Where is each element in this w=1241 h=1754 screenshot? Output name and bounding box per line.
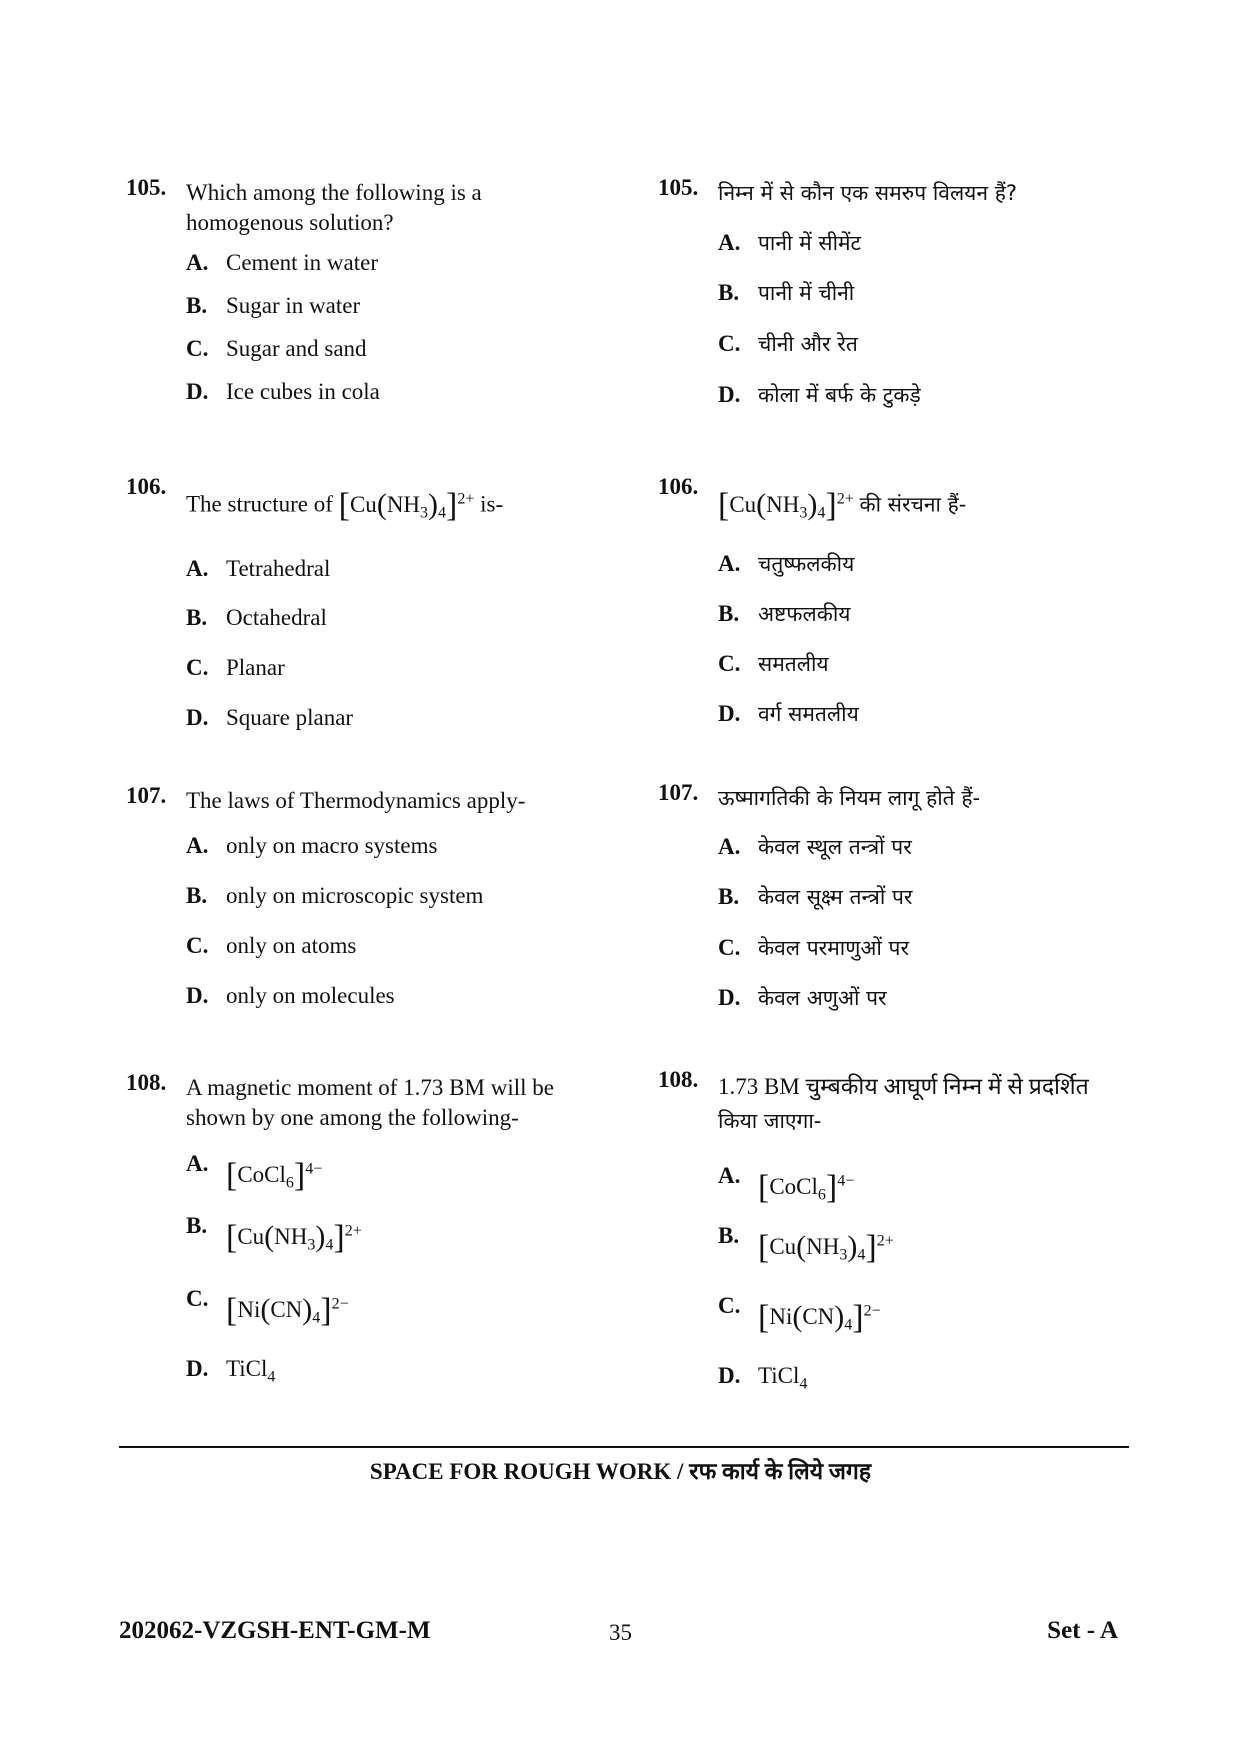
option-letter: B.	[718, 601, 740, 626]
question-text-line: homogenous solution?	[186, 210, 394, 235]
question-number: 105.	[126, 175, 167, 200]
option-d	[718, 984, 887, 1012]
option-letter: D.	[186, 705, 209, 730]
option-d	[186, 983, 395, 1009]
option-text: पानी में सीमेंट	[758, 231, 862, 255]
divider	[119, 1446, 1129, 1448]
question-text-prefix: The structure of	[186, 491, 333, 517]
option-text: Cement in water	[226, 250, 379, 275]
question-number: 108.	[126, 1070, 167, 1095]
option-a	[718, 229, 861, 257]
question-text	[718, 1070, 1089, 1138]
option-d	[718, 700, 859, 728]
formula-nicn4: $[Ni(CN)_4]^{2-}$	[226, 1292, 349, 1329]
option-a	[186, 833, 437, 859]
option-text: अष्टफलकीय	[758, 602, 851, 626]
option-text: Planar	[226, 655, 285, 680]
paper-code: 202062-VZGSH-ENT-GM-M	[119, 1617, 431, 1644]
option-letter: A.	[186, 833, 209, 858]
option-letter: D.	[186, 379, 209, 404]
option-c	[186, 933, 356, 959]
option-text: Square planar	[226, 705, 354, 730]
option-text: Ice cubes in cola	[226, 379, 380, 404]
set-label: Set - A	[1047, 1617, 1118, 1644]
question-text-line: किया जाएगा-	[718, 1109, 822, 1133]
option-d	[186, 705, 353, 731]
option-text: चीनी और रेत	[758, 332, 858, 356]
question-text-suffix: की संरचना हैं-	[859, 492, 967, 517]
option-letter: B.	[186, 605, 208, 630]
question-text	[186, 484, 503, 528]
question-number: 107.	[658, 780, 699, 805]
option-c	[718, 1293, 881, 1336]
option-text: only on microscopic system	[226, 883, 484, 908]
option-letter: C.	[718, 331, 741, 356]
option-c	[718, 934, 909, 962]
option-text: only on atoms	[226, 933, 357, 958]
option-b	[186, 1213, 362, 1256]
formula-cu-complex: $[Cu(NH_3)_4]^{2+}$	[758, 1229, 894, 1266]
question-text-suffix: is-	[480, 491, 504, 517]
formula-cu-complex: $[Cu(NH_3)_4]^{2+}$	[226, 1219, 362, 1256]
question-number: 107.	[126, 783, 167, 808]
question-text-line: Which among the following is a	[186, 180, 482, 205]
option-d	[186, 379, 380, 405]
option-b	[718, 883, 913, 911]
option-d	[186, 1356, 275, 1387]
question-text: The laws of Thermodynamics apply-	[186, 788, 526, 813]
option-a	[186, 556, 330, 582]
question-number: 106.	[126, 474, 167, 499]
question-text-line: shown by one among the following-	[186, 1105, 519, 1130]
option-c	[718, 330, 858, 358]
option-text: केवल परमाणुओं पर	[758, 936, 910, 960]
option-b	[186, 605, 327, 631]
option-b	[186, 883, 483, 909]
question-text: निम्न में से कौन एक समरुप विलयन हैं?	[718, 181, 1017, 205]
option-d	[718, 381, 921, 409]
option-text: केवल सूक्ष्म तन्त्रों पर	[758, 885, 913, 909]
option-d	[718, 1363, 807, 1394]
formula-nicn4: $[Ni(CN)_4]^{2-}$	[758, 1299, 881, 1336]
option-text: पानी में चीनी	[758, 281, 855, 305]
formula-cocl6: [CoCl$_6$]$^{4-}$	[226, 1157, 323, 1194]
option-a	[718, 833, 912, 861]
option-letter: D.	[718, 382, 741, 407]
option-text: only on macro systems	[226, 833, 438, 858]
option-text: समतलीय	[758, 652, 829, 676]
question-text	[718, 484, 966, 528]
option-b	[186, 293, 360, 319]
formula-ticl4: TiCl$_4$	[226, 1356, 276, 1386]
option-letter: A.	[718, 1163, 741, 1188]
option-letter: C.	[718, 651, 741, 676]
question-text-line: A magnetic moment of 1.73 BM will be	[186, 1075, 554, 1100]
question-text-line: 1.73 BM चुम्बकीय आघूर्ण निम्न में से प्रदर्शित	[718, 1074, 1089, 1099]
option-letter: A.	[718, 834, 741, 859]
option-letter: C.	[718, 1293, 741, 1318]
rough-work-label: SPACE FOR ROUGH WORK / रफ कार्य के लिये जगह	[369, 1459, 872, 1484]
question-number: 105.	[658, 175, 699, 200]
option-letter: A.	[186, 250, 209, 275]
option-letter: D.	[718, 1363, 741, 1388]
option-c	[718, 650, 829, 678]
question-number: 108.	[658, 1067, 699, 1092]
option-a	[718, 550, 854, 578]
option-letter: A.	[718, 230, 741, 255]
option-text: Tetrahedral	[226, 556, 331, 581]
question-number: 106.	[658, 474, 699, 499]
option-text: केवल स्थूल तन्त्रों पर	[758, 835, 912, 859]
option-letter: B.	[186, 883, 208, 908]
option-a	[186, 1151, 323, 1194]
option-text: चतुष्फलकीय	[758, 552, 855, 576]
option-letter: A.	[186, 1151, 209, 1176]
option-letter: C.	[186, 1286, 209, 1311]
question-text: ऊष्मागतिकी के नियम लागू होते हैं-	[718, 786, 981, 810]
option-text: Sugar and sand	[226, 336, 367, 361]
option-letter: A.	[186, 556, 209, 581]
option-letter: C.	[718, 935, 741, 960]
option-letter: B.	[718, 280, 740, 305]
option-letter: D.	[186, 983, 209, 1008]
formula-cu-complex: $[Cu(NH_3)_4]^{2+}$	[718, 486, 854, 524]
option-letter: D.	[718, 701, 741, 726]
formula-ticl4: TiCl$_4$	[758, 1363, 808, 1393]
option-text: only on molecules	[226, 983, 395, 1008]
option-letter: B.	[186, 1213, 208, 1238]
option-letter: B.	[718, 884, 740, 909]
option-text: Sugar in water	[226, 293, 361, 318]
option-c	[186, 1286, 349, 1329]
option-letter: C.	[186, 655, 209, 680]
formula-cu-complex: $[Cu(NH_3)_4]^{2+}$	[338, 486, 475, 524]
option-letter: D.	[718, 985, 741, 1010]
option-b	[718, 279, 854, 307]
option-b	[718, 1223, 894, 1266]
option-b	[718, 600, 850, 628]
question-text	[186, 178, 482, 238]
option-c	[186, 336, 367, 362]
option-text: केवल अणुओं पर	[758, 986, 887, 1010]
question-text	[186, 1073, 554, 1133]
option-c	[186, 655, 285, 681]
option-letter: C.	[186, 933, 209, 958]
option-a	[718, 1163, 855, 1206]
option-letter: B.	[186, 293, 208, 318]
page-number: 35	[609, 1620, 632, 1645]
formula-cocl6: [CoCl$_6$]$^{4-}$	[758, 1169, 855, 1206]
option-letter: B.	[718, 1223, 740, 1248]
option-text: कोला में बर्फ के टुकड़े	[758, 383, 921, 407]
option-letter: D.	[186, 1356, 209, 1381]
option-letter: C.	[186, 336, 209, 361]
option-a	[186, 250, 378, 276]
option-text: Octahedral	[226, 605, 327, 630]
option-text: वर्ग समतलीय	[758, 702, 859, 726]
option-letter: A.	[718, 551, 741, 576]
